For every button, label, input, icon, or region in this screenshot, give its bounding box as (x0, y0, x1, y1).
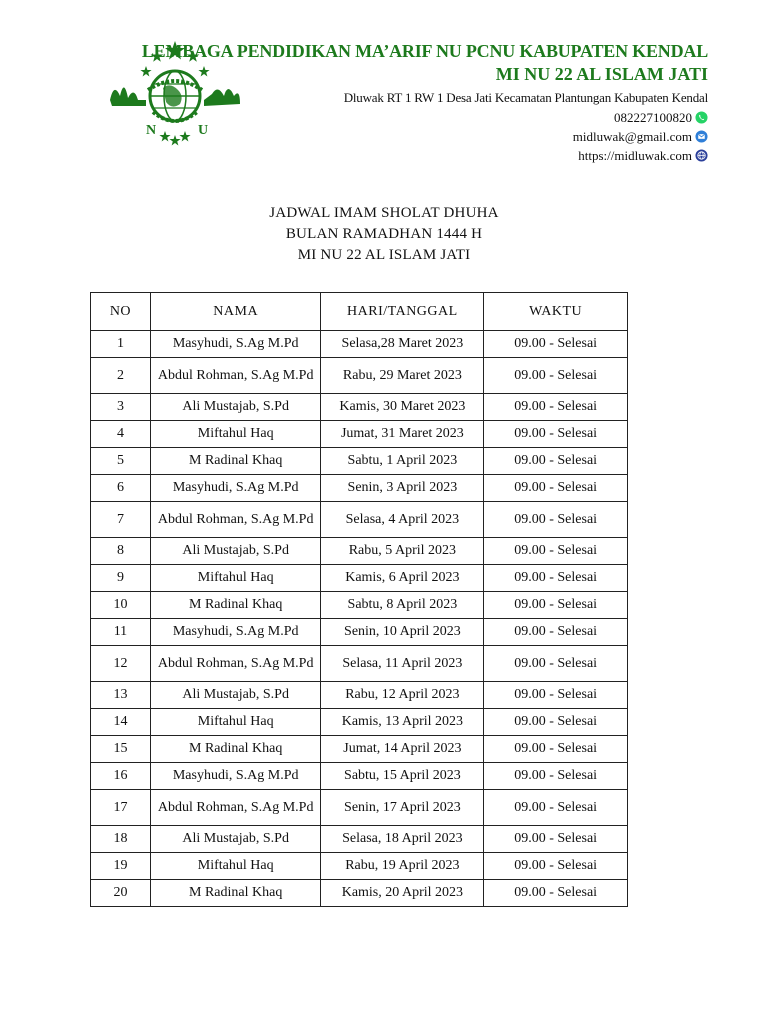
cell-waktu: 09.00 - Selesai (484, 421, 628, 448)
cell-waktu: 09.00 - Selesai (484, 682, 628, 709)
table-row (91, 358, 628, 394)
table-row (91, 763, 628, 790)
school-address: Dluwak RT 1 RW 1 Desa Jati Kecamatan Plantungan Kabupaten Kendal (343, 90, 708, 105)
cell-nama: M Radinal Khaq (150, 880, 321, 907)
document-title (0, 203, 768, 266)
cell-nama: Miftahul Haq (150, 421, 321, 448)
table-row (91, 394, 628, 421)
website-url: https://midluwak.com (578, 148, 692, 163)
cell-waktu: 09.00 - Selesai (484, 826, 628, 853)
cell-waktu: 09.00 - Selesai (484, 592, 628, 619)
cell-no: 4 (91, 421, 151, 448)
cell-hari-tanggal: Selasa, 11 April 2023 (321, 646, 484, 682)
cell-no: 11 (91, 619, 151, 646)
cell-hari-tanggal: Sabtu, 15 April 2023 (321, 763, 484, 790)
logo-letter-n: N (146, 123, 157, 138)
globe-icon (695, 149, 708, 162)
cell-hari-tanggal: Jumat, 31 Maret 2023 (321, 421, 484, 448)
cell-hari-tanggal: Selasa, 18 April 2023 (321, 826, 484, 853)
cell-nama: Abdul Rohman, S.Ag M.Pd (150, 646, 321, 682)
cell-waktu: 09.00 - Selesai (484, 880, 628, 907)
table-body (91, 331, 628, 907)
cell-hari-tanggal: Sabtu, 8 April 2023 (321, 592, 484, 619)
header-waktu: WAKTU (484, 293, 628, 331)
cell-nama: Masyhudi, S.Ag M.Pd (150, 763, 321, 790)
cell-no: 18 (91, 826, 151, 853)
cell-nama: Abdul Rohman, S.Ag M.Pd (150, 502, 321, 538)
cell-no: 9 (91, 565, 151, 592)
cell-no: 17 (91, 790, 151, 826)
cell-hari-tanggal: Rabu, 29 Maret 2023 (321, 358, 484, 394)
cell-nama: Miftahul Haq (150, 565, 321, 592)
contact-website (142, 146, 708, 165)
contact-phone (142, 108, 708, 127)
table-row (91, 448, 628, 475)
cell-waktu: 09.00 - Selesai (484, 538, 628, 565)
header-hari-tanggal: HARI/TANGGAL (321, 293, 484, 331)
table-row (91, 619, 628, 646)
cell-hari-tanggal: Rabu, 12 April 2023 (321, 682, 484, 709)
cell-waktu: 09.00 - Selesai (484, 709, 628, 736)
cell-waktu: 09.00 - Selesai (484, 331, 628, 358)
cell-no: 1 (91, 331, 151, 358)
table-row (91, 592, 628, 619)
cell-hari-tanggal: Rabu, 19 April 2023 (321, 853, 484, 880)
table-row (91, 565, 628, 592)
table-row (91, 475, 628, 502)
email-icon (695, 130, 708, 143)
table-row (91, 682, 628, 709)
cell-hari-tanggal: Kamis, 30 Maret 2023 (321, 394, 484, 421)
cell-nama: Masyhudi, S.Ag M.Pd (150, 475, 321, 502)
cell-no: 13 (91, 682, 151, 709)
cell-nama: M Radinal Khaq (150, 592, 321, 619)
cell-waktu: 09.00 - Selesai (484, 475, 628, 502)
cell-waktu: 09.00 - Selesai (484, 502, 628, 538)
table-row (91, 502, 628, 538)
cell-waktu: 09.00 - Selesai (484, 646, 628, 682)
phone-number: 082227100820 (614, 110, 692, 125)
table-row (91, 736, 628, 763)
title-line-2: BULAN RAMADHAN 1444 H (285, 226, 483, 242)
cell-hari-tanggal: Selasa, 4 April 2023 (321, 502, 484, 538)
cell-no: 14 (91, 709, 151, 736)
cell-nama: Ali Mustajab, S.Pd (150, 826, 321, 853)
cell-hari-tanggal: Kamis, 6 April 2023 (321, 565, 484, 592)
organization-name: LEMBAGA PENDIDIKAN MA’ARIF NU PCNU KABUPATEN KENDAL (141, 41, 708, 61)
cell-no: 16 (91, 763, 151, 790)
cell-no: 6 (91, 475, 151, 502)
table-header-row (91, 293, 628, 331)
table-row (91, 709, 628, 736)
email-address: midluwak@gmail.com (572, 129, 692, 144)
cell-waktu: 09.00 - Selesai (484, 763, 628, 790)
school-name: MI NU 22 AL ISLAM JATI (495, 64, 708, 84)
cell-no: 20 (91, 880, 151, 907)
cell-nama: Ali Mustajab, S.Pd (150, 394, 321, 421)
cell-no: 10 (91, 592, 151, 619)
schedule-table (90, 292, 628, 907)
cell-hari-tanggal: Selasa,28 Maret 2023 (321, 331, 484, 358)
cell-nama: Abdul Rohman, S.Ag M.Pd (150, 358, 321, 394)
cell-hari-tanggal: Rabu, 5 April 2023 (321, 538, 484, 565)
cell-no: 15 (91, 736, 151, 763)
cell-nama: Masyhudi, S.Ag M.Pd (150, 331, 321, 358)
cell-waktu: 09.00 - Selesai (484, 853, 628, 880)
cell-nama: Abdul Rohman, S.Ag M.Pd (150, 790, 321, 826)
cell-waktu: 09.00 - Selesai (484, 619, 628, 646)
cell-waktu: 09.00 - Selesai (484, 565, 628, 592)
cell-waktu: 09.00 - Selesai (484, 736, 628, 763)
header-no: NO (91, 293, 151, 331)
cell-nama: Miftahul Haq (150, 709, 321, 736)
table-row (91, 790, 628, 826)
whatsapp-icon (695, 111, 708, 124)
table-row (91, 421, 628, 448)
table-row (91, 826, 628, 853)
contact-email (142, 127, 708, 146)
cell-hari-tanggal: Kamis, 20 April 2023 (321, 880, 484, 907)
cell-no: 2 (91, 358, 151, 394)
cell-hari-tanggal: Senin, 17 April 2023 (321, 790, 484, 826)
cell-nama: Ali Mustajab, S.Pd (150, 682, 321, 709)
letterhead (142, 40, 708, 165)
title-line-3: MI NU 22 AL ISLAM JATI (297, 247, 471, 263)
cell-hari-tanggal: Kamis, 13 April 2023 (321, 709, 484, 736)
title-line-1: JADWAL IMAM SHOLAT DHUHA (269, 205, 499, 221)
cell-no: 19 (91, 853, 151, 880)
cell-waktu: 09.00 - Selesai (484, 394, 628, 421)
header-nama: NAMA (150, 293, 321, 331)
cell-no: 3 (91, 394, 151, 421)
table-row (91, 853, 628, 880)
cell-nama: Miftahul Haq (150, 853, 321, 880)
logo-letter-u: U (198, 123, 209, 138)
table-row (91, 538, 628, 565)
cell-no: 12 (91, 646, 151, 682)
cell-no: 8 (91, 538, 151, 565)
cell-waktu: 09.00 - Selesai (484, 790, 628, 826)
cell-hari-tanggal: Jumat, 14 April 2023 (321, 736, 484, 763)
cell-hari-tanggal: Senin, 3 April 2023 (321, 475, 484, 502)
cell-no: 7 (91, 502, 151, 538)
table-row (91, 880, 628, 907)
table-row (91, 646, 628, 682)
cell-nama: Ali Mustajab, S.Pd (150, 538, 321, 565)
cell-hari-tanggal: Sabtu, 1 April 2023 (321, 448, 484, 475)
cell-hari-tanggal: Senin, 10 April 2023 (321, 619, 484, 646)
table-row (91, 331, 628, 358)
cell-nama: Masyhudi, S.Ag M.Pd (150, 619, 321, 646)
cell-nama: M Radinal Khaq (150, 736, 321, 763)
cell-nama: M Radinal Khaq (150, 448, 321, 475)
cell-no: 5 (91, 448, 151, 475)
cell-waktu: 09.00 - Selesai (484, 448, 628, 475)
cell-waktu: 09.00 - Selesai (484, 358, 628, 394)
